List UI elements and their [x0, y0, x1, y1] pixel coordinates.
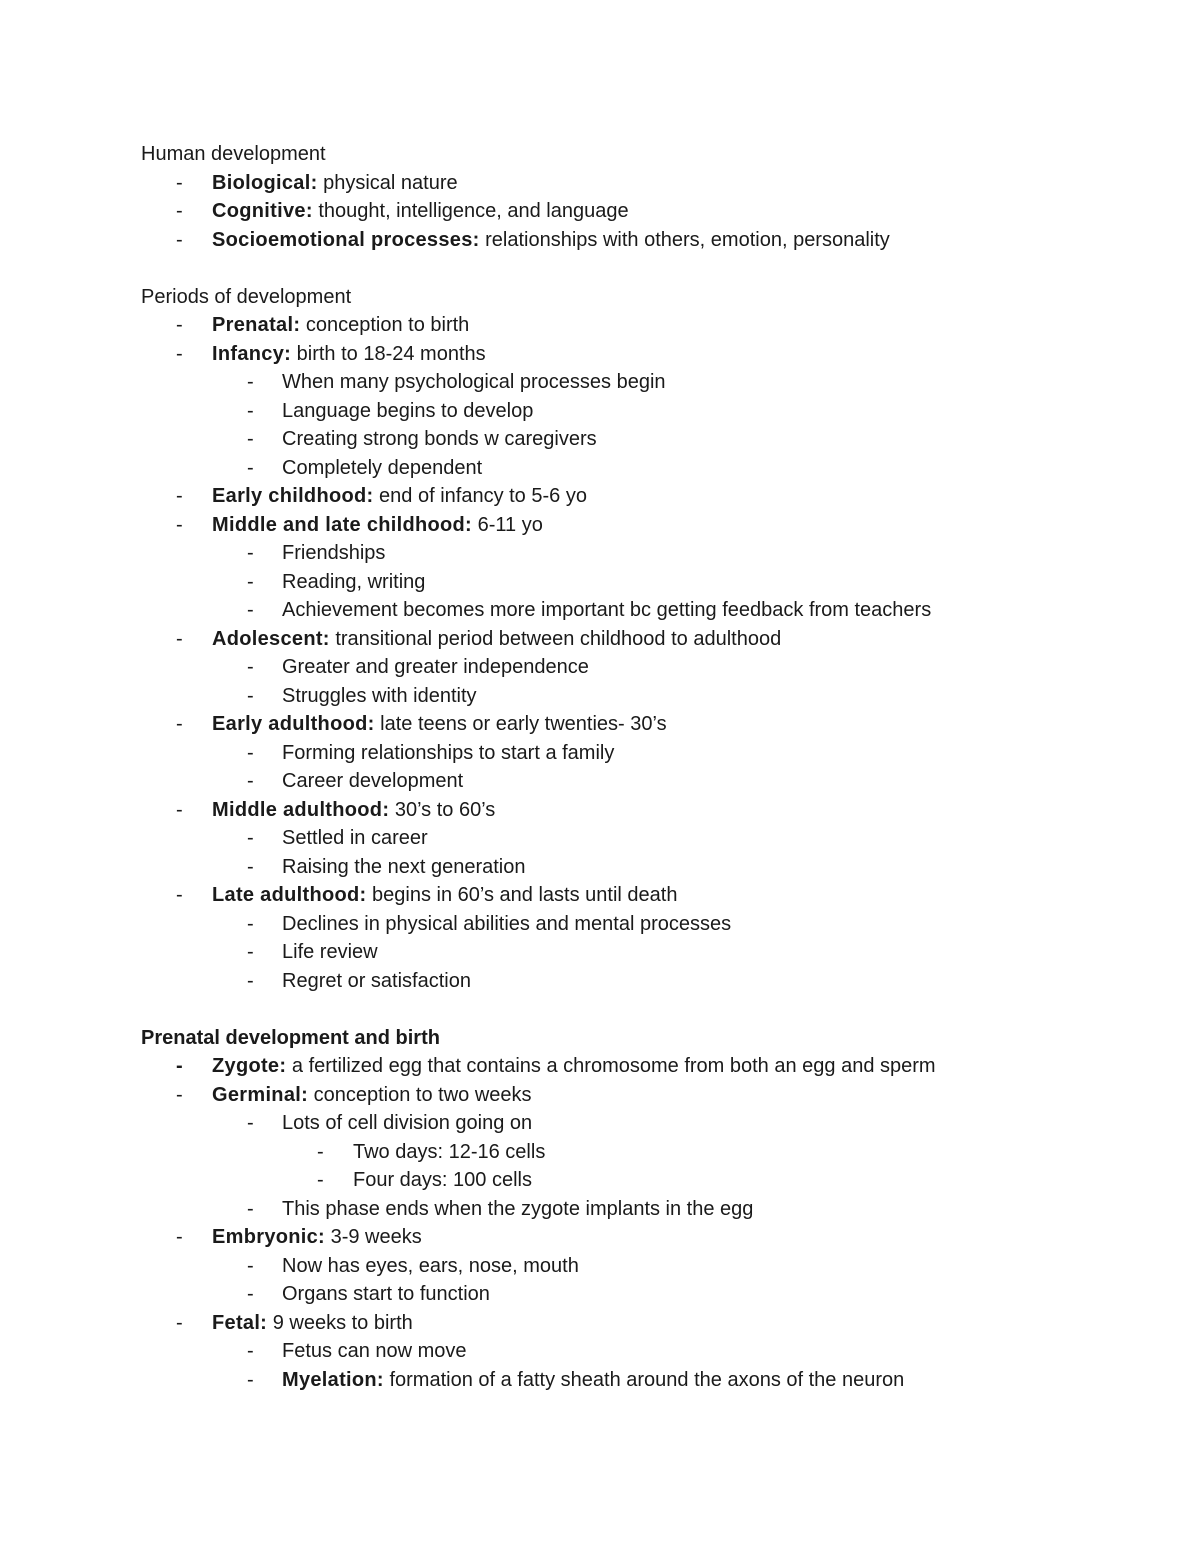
item-text: [141, 941, 378, 963]
term-definition: 3-9 weeks: [325, 1226, 422, 1248]
list-item: [141, 1280, 1141, 1309]
bullet-dash-icon: -: [247, 855, 254, 878]
sub-bullet-list: [141, 1337, 1141, 1394]
list-item-row: [141, 368, 1141, 397]
list-item: [141, 682, 1141, 711]
list-item: [141, 1166, 1141, 1195]
term-definition: Fetus can now move: [282, 1340, 467, 1362]
bullet-dash-icon: -: [247, 827, 254, 849]
bullet-dash-icon: -: [247, 1254, 254, 1277]
term-definition: birth to 18-24 months: [291, 342, 486, 365]
list-item: [141, 197, 1141, 226]
notes-section: [141, 283, 1141, 996]
list-item-row: [141, 1138, 1141, 1167]
term-definition: late teens or early twenties- 30’s: [374, 713, 667, 735]
term-label: Prenatal:: [212, 314, 301, 336]
bullet-dash-icon: -: [247, 969, 254, 992]
list-item-row: [141, 425, 1141, 454]
item-text: [141, 970, 471, 992]
list-item: [141, 397, 1141, 426]
list-item: [141, 938, 1141, 967]
list-item: [141, 539, 1141, 568]
item-text: [141, 827, 428, 849]
list-item: [141, 340, 1141, 483]
bullet-dash-icon: -: [247, 1340, 254, 1362]
sub-bullet-list: [141, 1138, 1141, 1195]
list-item-row: [141, 482, 1141, 511]
sub-bullet-list: [141, 539, 1141, 625]
item-text: [141, 1112, 532, 1134]
term-definition: Lots of cell division going on: [282, 1112, 533, 1134]
list-item-row: [141, 739, 1141, 768]
term-definition: formation of a fatty sheath around the axons of the neuron: [383, 1368, 905, 1391]
bullet-dash-icon: -: [247, 941, 254, 963]
bullet-dash-icon: -: [176, 1083, 183, 1106]
item-text: [141, 485, 587, 507]
sub-bullet-list: [141, 739, 1141, 796]
item-text: [141, 229, 890, 251]
list-item: [141, 739, 1141, 768]
list-item-row: [141, 1223, 1141, 1252]
term-definition: Reading, writing: [282, 570, 426, 593]
term-definition: Now has eyes, ears, nose, mouth: [282, 1254, 579, 1277]
list-item: [141, 1223, 1141, 1309]
list-item-row: [141, 824, 1141, 853]
item-text: [141, 457, 482, 479]
list-item-row: [141, 511, 1141, 540]
bullet-dash-icon: -: [317, 1140, 324, 1163]
item-text: [141, 856, 526, 878]
list-item: [141, 1252, 1141, 1281]
list-item-row: [141, 967, 1141, 996]
item-text: [141, 172, 458, 194]
bullet-list: [141, 169, 1141, 255]
bullet-list: [141, 1052, 1141, 1394]
term-definition: Completely dependent: [282, 456, 483, 479]
bullet-dash-icon: -: [247, 1197, 254, 1220]
list-item: [141, 368, 1141, 397]
bullet-dash-icon: -: [247, 570, 254, 593]
term-label: Socioemotional processes:: [212, 228, 480, 251]
item-text: [141, 599, 931, 621]
item-text: [141, 713, 667, 735]
sub-bullet-list: [141, 1109, 1141, 1223]
list-item: [141, 824, 1141, 853]
list-item-row: [141, 653, 1141, 682]
list-item: [141, 1081, 1141, 1224]
item-text: [141, 685, 477, 707]
term-definition: end of infancy to 5-6 yo: [373, 485, 587, 507]
list-item-row: [141, 710, 1141, 739]
bullet-dash-icon: -: [247, 371, 254, 393]
list-item: [141, 625, 1141, 711]
list-item-row: [141, 881, 1141, 910]
list-item-row: [141, 938, 1141, 967]
list-item: [141, 311, 1141, 340]
list-item-row: [141, 596, 1141, 625]
item-text: [141, 542, 385, 564]
item-text: [141, 799, 495, 821]
term-label: Middle and late childhood:: [212, 513, 473, 536]
bullet-dash-icon: -: [247, 399, 254, 422]
term-definition: a fertilized egg that contains a chromosome from both an egg and sperm: [286, 1055, 936, 1077]
bullet-dash-icon: -: [247, 912, 254, 935]
document-page: [141, 140, 1141, 1394]
item-text: [141, 514, 543, 536]
sub-bullet-list: [141, 653, 1141, 710]
term-label: Myelation:: [282, 1368, 384, 1391]
term-definition: Settled in career: [282, 827, 428, 849]
list-item-row: [141, 1052, 1141, 1081]
term-definition: Greater and greater independence: [282, 656, 589, 678]
sub-bullet-list: [141, 824, 1141, 881]
bullet-dash-icon: -: [176, 713, 183, 735]
list-item-row: [141, 1309, 1141, 1338]
term-definition: 30’s to 60’s: [389, 798, 496, 821]
bullet-dash-icon: -: [176, 200, 183, 222]
list-item: [141, 710, 1141, 796]
bullet-dash-icon: -: [176, 314, 183, 336]
list-item-row: [141, 1195, 1141, 1224]
list-item-row: [141, 625, 1141, 654]
bullet-dash-icon: -: [176, 627, 183, 650]
term-definition: Declines in physical abilities and mental processes: [282, 912, 732, 935]
item-text: [141, 1198, 753, 1220]
term-label: Embryonic:: [212, 1226, 326, 1248]
list-item: [141, 1337, 1141, 1366]
section-heading: Prenatal development and birth: [141, 1026, 440, 1049]
sub-bullet-list: [141, 910, 1141, 996]
term-definition: Creating strong bonds w caregivers: [282, 428, 597, 450]
bullet-list: [141, 311, 1141, 995]
term-label: Zygote:: [212, 1055, 287, 1077]
list-item: [141, 767, 1141, 796]
item-text: [141, 314, 469, 336]
bullet-dash-icon: -: [247, 542, 254, 564]
term-definition: Regret or satisfaction: [282, 969, 471, 992]
item-text: [141, 913, 731, 935]
blank-line: [141, 995, 1141, 1024]
term-label: Early childhood:: [212, 485, 374, 507]
item-text: [141, 571, 425, 593]
item-text: [141, 656, 589, 678]
term-definition: Struggles with identity: [282, 684, 477, 707]
term-label: Infancy:: [212, 342, 292, 365]
item-text: [141, 628, 781, 650]
list-item-row: [141, 1366, 1141, 1395]
item-text: [141, 1084, 532, 1106]
bullet-dash-icon: -: [176, 884, 183, 906]
list-item-row: [141, 1280, 1141, 1309]
term-definition: transitional period between childhood to adulthood: [329, 627, 782, 650]
term-definition: Friendships: [282, 542, 386, 564]
list-item-row: [141, 1337, 1141, 1366]
sub-bullet-list: [141, 368, 1141, 482]
list-item: [141, 596, 1141, 625]
notes-section: [141, 1024, 1141, 1395]
list-item: [141, 1309, 1141, 1395]
list-item-row: [141, 226, 1141, 255]
term-definition: Four days: 100 cells: [353, 1169, 532, 1191]
item-text: [141, 428, 597, 450]
list-item: [141, 910, 1141, 939]
item-text: [141, 343, 486, 365]
term-definition: Two days: 12-16 cells: [353, 1140, 546, 1163]
list-item-row: [141, 1109, 1141, 1138]
bullet-dash-icon: -: [247, 1283, 254, 1305]
list-item: [141, 1052, 1141, 1081]
term-definition: When many psychological processes begin: [282, 371, 666, 393]
list-item: [141, 425, 1141, 454]
term-definition: Organs start to function: [282, 1283, 490, 1305]
item-text: [141, 400, 533, 422]
term-definition: relationships with others, emotion, personality: [479, 228, 890, 251]
term-definition: conception to two weeks: [308, 1083, 532, 1106]
list-item: [141, 796, 1141, 882]
term-definition: 9 weeks to birth: [267, 1311, 413, 1334]
list-item-row: [141, 454, 1141, 483]
list-item: [141, 853, 1141, 882]
term-definition: Achievement becomes more important bc getting feedback from teachers: [282, 599, 932, 621]
item-text: [141, 1055, 936, 1077]
term-label: Cognitive:: [212, 200, 313, 222]
term-definition: This phase ends when the zygote implants in the egg: [282, 1197, 754, 1220]
term-label: Early adulthood:: [212, 713, 375, 735]
bullet-dash-icon: -: [176, 228, 183, 251]
blank-line: [141, 254, 1141, 283]
term-label: Germinal:: [212, 1083, 309, 1106]
list-item-row: [141, 197, 1141, 226]
term-label: Middle adulthood:: [212, 798, 390, 821]
bullet-dash-icon: -: [247, 656, 254, 678]
item-text: [141, 770, 463, 792]
term-definition: conception to birth: [300, 314, 470, 336]
item-text: [141, 371, 666, 393]
bullet-dash-icon: -: [176, 485, 183, 507]
list-item-row: [141, 767, 1141, 796]
section-heading: Human development: [141, 143, 326, 165]
term-definition: begins in 60’s and lasts until death: [366, 884, 678, 906]
term-definition: Raising the next generation: [282, 855, 526, 878]
bullet-dash-icon: -: [317, 1169, 324, 1191]
bullet-dash-icon: -: [176, 1226, 183, 1248]
item-text: [141, 1340, 467, 1362]
term-definition: thought, intelligence, and language: [312, 200, 629, 222]
list-item-row: [141, 311, 1141, 340]
list-item-row: [141, 853, 1141, 882]
term-definition: Career development: [282, 770, 464, 792]
item-text: [141, 1141, 545, 1163]
bullet-dash-icon: -: [176, 171, 183, 194]
list-item-row: [141, 539, 1141, 568]
list-item: [141, 169, 1141, 198]
bullet-dash-icon: -: [176, 1055, 183, 1077]
term-label: Biological:: [212, 171, 318, 194]
item-text: [141, 200, 629, 222]
term-definition: Forming relationships to start a family: [282, 741, 615, 764]
list-item: [141, 653, 1141, 682]
term-label: Late adulthood:: [212, 884, 367, 906]
item-text: [141, 884, 677, 906]
list-item-row: [141, 682, 1141, 711]
list-item-row: [141, 568, 1141, 597]
item-text: [141, 1169, 532, 1191]
bullet-dash-icon: -: [176, 798, 183, 821]
bullet-dash-icon: -: [176, 342, 183, 365]
section-heading: Periods of development: [141, 285, 352, 308]
list-item: [141, 967, 1141, 996]
bullet-dash-icon: -: [176, 513, 183, 536]
bullet-dash-icon: -: [247, 684, 254, 707]
bullet-dash-icon: -: [247, 599, 254, 621]
bullet-dash-icon: -: [247, 1368, 254, 1391]
term-definition: Language begins to develop: [282, 399, 534, 422]
list-item-row: [141, 796, 1141, 825]
list-item-row: [141, 1081, 1141, 1110]
list-item: [141, 1195, 1141, 1224]
list-item-row: [141, 1166, 1141, 1195]
list-item: [141, 881, 1141, 995]
term-definition: 6-11 yo: [472, 513, 543, 536]
bullet-dash-icon: -: [247, 1112, 254, 1134]
sub-bullet-list: [141, 1252, 1141, 1309]
item-text: [141, 1283, 490, 1305]
term-label: Fetal:: [212, 1311, 268, 1334]
list-item: [141, 511, 1141, 625]
bullet-dash-icon: -: [176, 1311, 183, 1334]
bullet-dash-icon: -: [247, 428, 254, 450]
notes-section: [141, 140, 1141, 254]
item-text: [141, 1255, 579, 1277]
list-item: [141, 1138, 1141, 1167]
list-item: [141, 1109, 1141, 1195]
bullet-dash-icon: -: [247, 456, 254, 479]
list-item: [141, 226, 1141, 255]
list-item: [141, 1366, 1141, 1395]
list-item-row: [141, 910, 1141, 939]
bullet-dash-icon: -: [247, 770, 254, 792]
item-text: [141, 742, 614, 764]
item-text: [141, 1369, 904, 1391]
list-item: [141, 482, 1141, 511]
term-definition: Life review: [282, 941, 378, 963]
list-item-row: [141, 1252, 1141, 1281]
list-item-row: [141, 169, 1141, 198]
term-label: Adolescent:: [212, 627, 330, 650]
list-item: [141, 454, 1141, 483]
list-item-row: [141, 397, 1141, 426]
item-text: [141, 1226, 422, 1248]
list-item-row: [141, 340, 1141, 369]
list-item: [141, 568, 1141, 597]
bullet-dash-icon: -: [247, 741, 254, 764]
term-definition: physical nature: [317, 171, 458, 194]
